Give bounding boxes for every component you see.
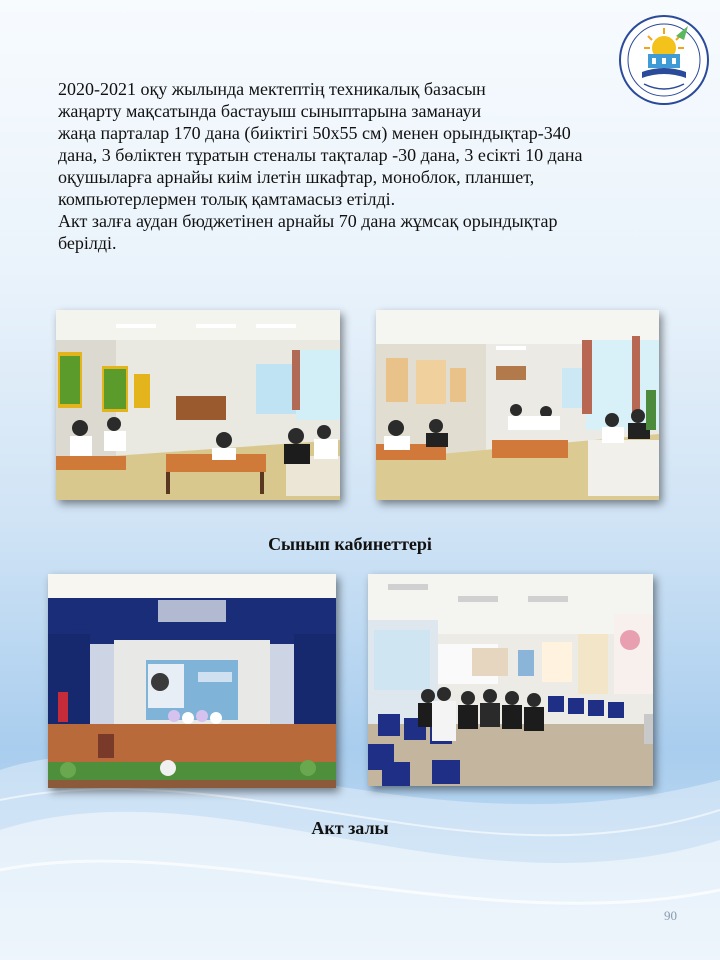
main-paragraph bbox=[58, 78, 698, 254]
paragraph-line: жаңарту мақсатында бастауыш сыныптарына заманауи bbox=[58, 101, 482, 121]
paragraph-line: компьютерлермен толық қамтамасыз етілді. bbox=[58, 189, 396, 209]
paragraph-line: берілді. bbox=[58, 233, 117, 253]
paragraph-line: оқушыларға арнайы киім ілетін шкафтар, моноблок, планшет, bbox=[58, 167, 535, 187]
classroom-photo-2 bbox=[376, 310, 659, 500]
paragraph-line: Акт залға аудан бюджетінен арнайы 70 дана жұмсақ орындықтар bbox=[58, 211, 558, 231]
paragraph-line: 2020-2021 оқу жылында мектептің техникалық базасын bbox=[58, 79, 486, 99]
paragraph-line: жаңа парталар 170 дана (биіктігі 50x55 см) менен орындықтар-340 bbox=[58, 123, 571, 143]
caption-classrooms: Сынып кабинеттері bbox=[268, 534, 432, 554]
page-number: 90 bbox=[664, 908, 677, 923]
hall-photo-2 bbox=[368, 574, 653, 786]
classroom-photo-1 bbox=[56, 310, 340, 500]
paragraph-line: дана, 3 бөліктен тұратын стеналы тақталар -30 дана, 3 есікті 10 дана bbox=[58, 145, 583, 165]
hall-photo-1 bbox=[48, 574, 336, 788]
caption-hall: Акт залы bbox=[311, 818, 389, 838]
